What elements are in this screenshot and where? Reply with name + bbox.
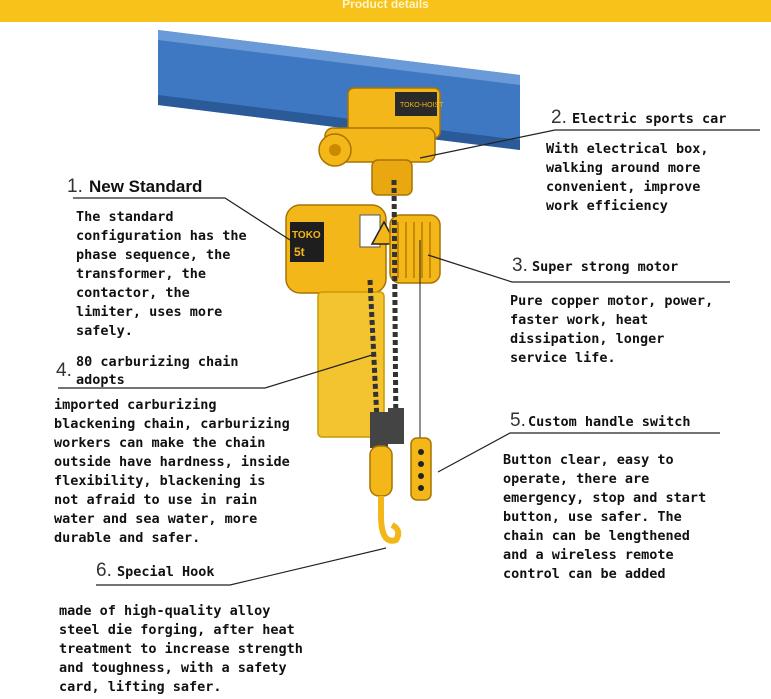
feature-6-text: made of high-quality alloy steel die forging, after heat treatment to increase strength and toughness, with a safety card, lifting safer. [59, 603, 303, 695]
feature-3-number: 3. [512, 255, 528, 276]
banner-title: Product details [342, 0, 429, 9]
feature-1-text: The standard configuration has the phase sequence, the transformer, the contactor, the limiter, uses more safely. [76, 209, 247, 339]
feature-4-number: 4. [56, 360, 72, 381]
feature-5-title: Custom handle switch [528, 414, 691, 430]
feature-1-number: 1. [67, 176, 83, 197]
hook-block [370, 446, 392, 496]
capacity-label: 5t [294, 245, 305, 259]
feature-5-number: 5. [510, 410, 526, 431]
feature-3-title: Super strong motor [532, 259, 679, 275]
feature-5-text: Button clear, easy to operate, there are emergency, stop and start button, use safer. The chain can be lengthened and a wireless remote control can be added [503, 452, 707, 582]
feature-2-number: 2. [551, 107, 567, 128]
brand-label: TOKO [292, 230, 321, 241]
feature-2-title: Electric sports car [572, 111, 727, 127]
feature-2-text: With electrical box, walking around more convenient, improve work efficiency [546, 141, 709, 214]
svg-text:TOKO-HOIST: TOKO-HOIST [400, 102, 444, 109]
feature-4-title: 80 carburizing chain adopts [76, 354, 239, 388]
feature-4-text: imported carburizing blackening chain, carburizing workers can make the chain outside have hardness, inside flexibility, blackening is not afraid to use in rain water and sea water, more durable and safer. [54, 397, 290, 546]
feature-6-title: Special Hook [117, 564, 215, 580]
feature-1-title: New Standard [89, 177, 203, 196]
feature-6-number: 6. [96, 560, 112, 581]
hook [381, 496, 398, 541]
feature-3-text: Pure copper motor, power, faster work, heat dissipation, longer service life. [510, 293, 714, 366]
